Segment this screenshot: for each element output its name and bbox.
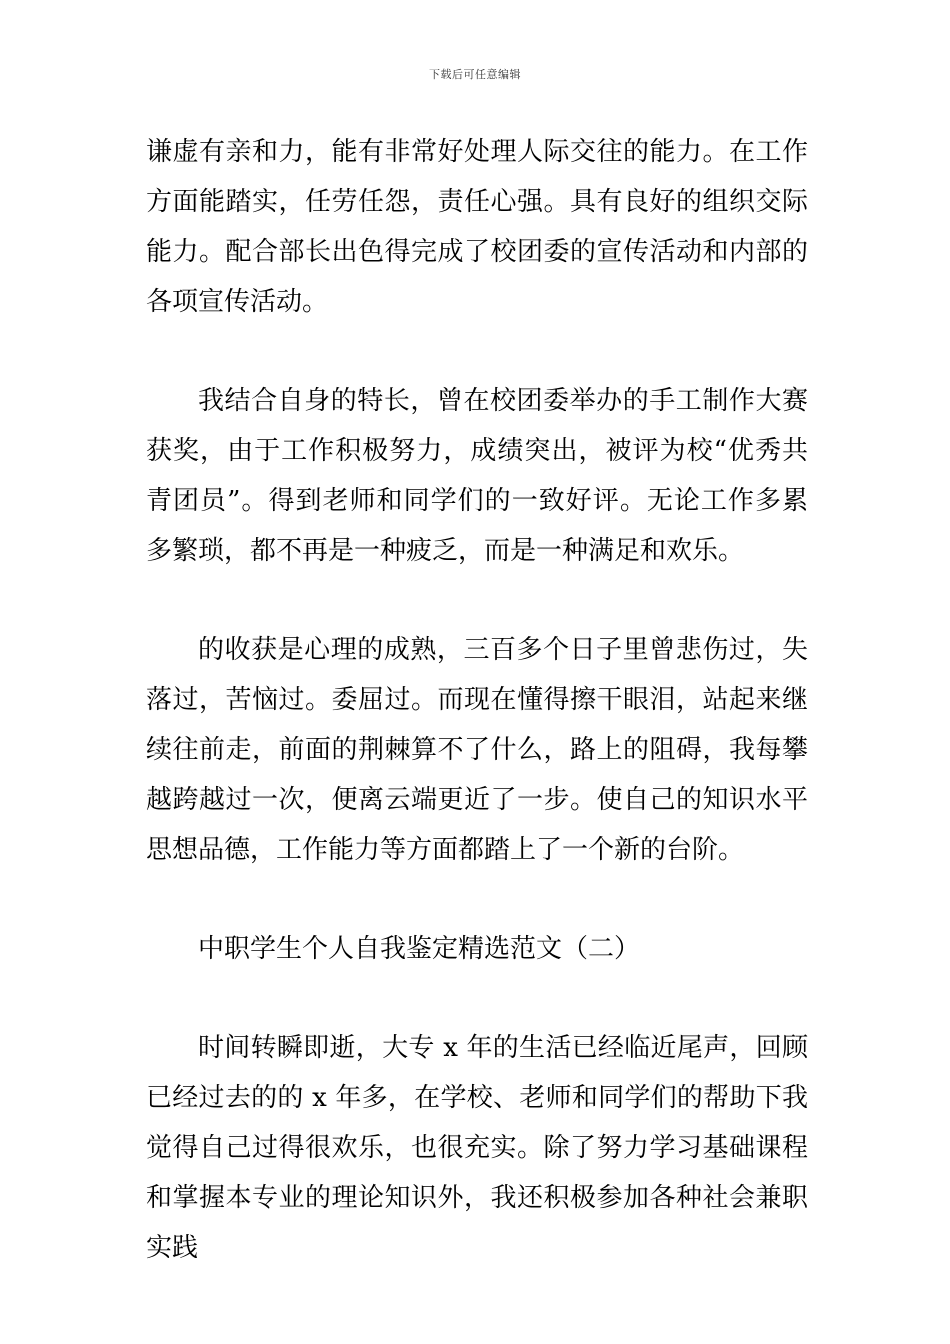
header-note: 下载后可任意编辑 [429, 68, 521, 81]
paragraph-gap [146, 327, 808, 376]
paragraph-3: 的收获是心理的成熟，三百多个日子里曾悲伤过，失落过，苦恼过。委屈过。而现在懂得擦干眼泪，站起来继续往前走，前面的荆棘算不了什么，路上的阻碍，我每攀越跨越过一次，便离云端更近了一步。使自己的知识水平思想品德，工作能力等方面都踏上了一个新的台阶。 [146, 635, 808, 865]
paragraph-1: 谦虚有亲和力，能有非常好处理人际交往的能力。在工作方面能踏实，任劳任怨，责任心强。具有良好的组织交际能力。配合部长出色得完成了校团委的宣传活动和内部的各项宣传活动。 [146, 137, 808, 317]
section-heading: 中职学生个人自我鉴定精选范文（二） [198, 934, 641, 964]
paragraph-4: 时间转瞬即逝，大专 x 年的生活已经临近尾声，回顾已经过去的的 x 年多，在学校、老师和同学们的帮助下我觉得自己过得很欢乐，也很充实。除了努力学习基础课程和掌握本专业的理论知识外，我还积极参加各种社会兼职实践 [146, 1033, 808, 1263]
document-body [146, 127, 808, 1273]
paragraph-gap [146, 576, 808, 625]
paragraph-2: 我结合自身的特长，曾在校团委举办的手工制作大赛获奖，由于工作积极努力，成绩突出，被评为校“优秀共青团员”。得到老师和同学们的一致好评。无论工作多累多繁琐，都不再是一种疲乏，而是一种满足和欢乐。 [146, 386, 808, 566]
paragraph-gap [146, 875, 808, 924]
paragraph-gap [146, 974, 808, 1023]
